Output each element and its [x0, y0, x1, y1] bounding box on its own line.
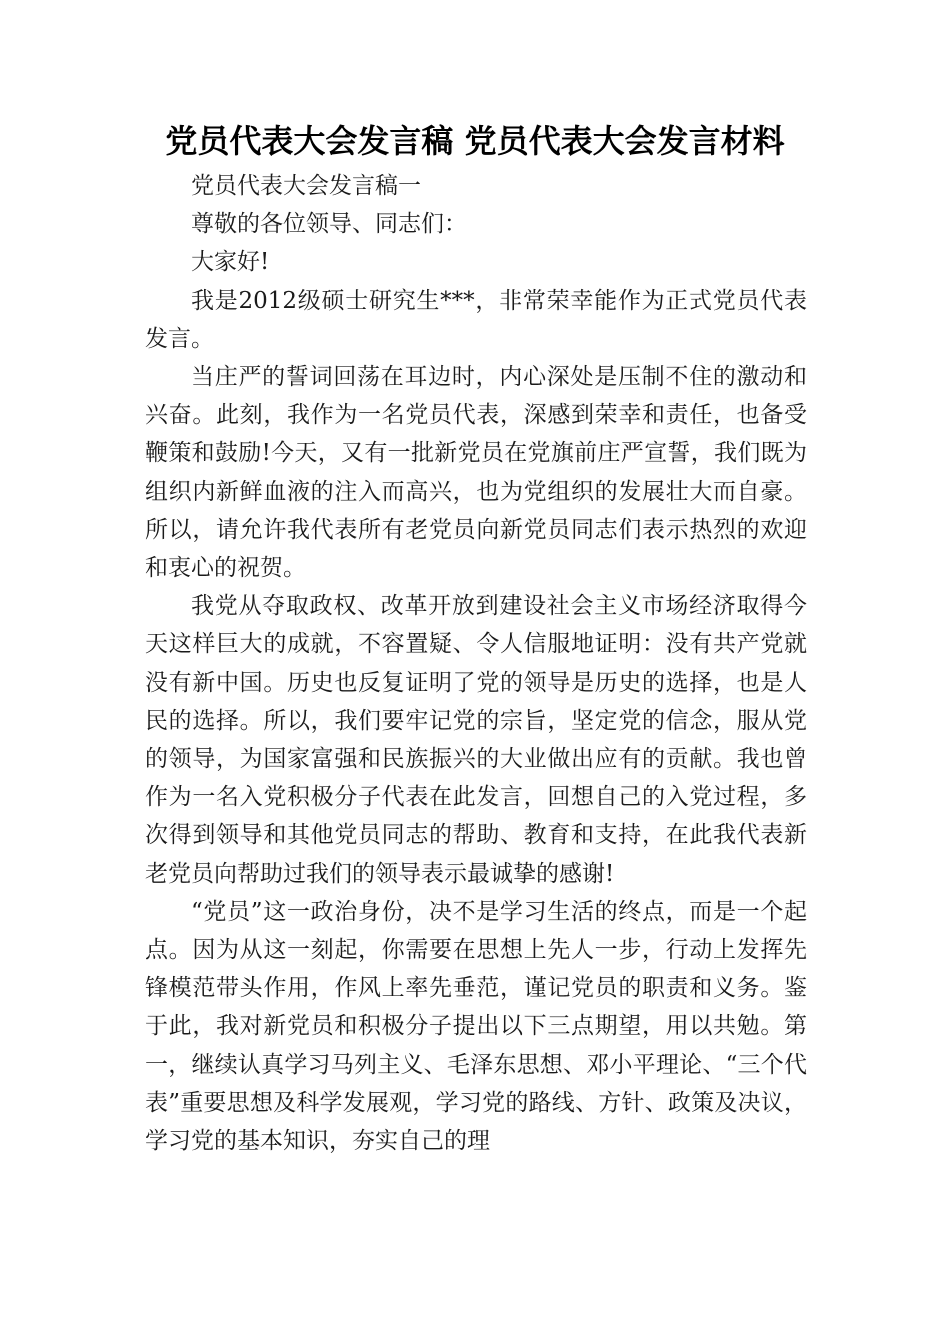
document-title: 党员代表大会发言稿 党员代表大会发言材料 [165, 122, 785, 160]
paragraph-subtitle: 党员代表大会发言稿一 [191, 173, 421, 199]
paragraph-party-history: 我党从夺取政权、改革开放到建设社会主义市场经济取得今天这样巨大的成就，不容置疑、令人信服地证明：没有共产党就没有新中国。历史也反复证明了党的领导是历史的选择，也是人民的选择。所以，我们要牢记党的宗旨，坚定党的信念，服从党的领导，为国家富强和民族振兴的大业做出应有的贡献。我也曾作为一名入党积极分子代表在此发言，回想自己的入党过程，多次得到领导和其他党员同志的帮助、教育和支持，在此我代表新老党员向帮助过我们的领导表示最诚挚的感谢! [145, 593, 807, 887]
paragraph-expectations: “党员”这一政治身份，决不是学习生活的终点，而是一个起点。因为从这一刻起，你需要在思想上先人一步，行动上发挥先锋模范带头作用，作风上率先垂范，谨记党员的职责和义务。鉴于此，我对新党员和积极分子提出以下三点期望，用以共勉。第一，继续认真学习马列主义、毛泽东思想、邓小平理论、“三个代表”重要思想及科学发展观，学习党的路线、方针、政策及决议，学习党的基本知识，夯实自己的理 [145, 898, 807, 1155]
document-body [145, 167, 807, 1160]
paragraph-introduction: 我是2012级硕士研究生***，非常荣幸能作为正式党员代表发言。 [145, 287, 807, 352]
paragraph-greeting: 大家好! [191, 249, 270, 276]
paragraph-oath: 当庄严的誓词回荡在耳边时，内心深处是压制不住的激动和兴奋。此刻，我作为一名党员代表，深感到荣幸和责任，也备受鞭策和鼓励!今天，又有一批新党员在党旗前庄严宣誓，我们既为组织内新鲜血液的注入而高兴，也为党组织的发展壮大而自豪。所以，请允许我代表所有老党员向新党员同志们表示热烈的欢迎和衷心的祝贺。 [145, 364, 807, 582]
paragraph-salutation: 尊敬的各位领导、同志们： [191, 211, 467, 238]
